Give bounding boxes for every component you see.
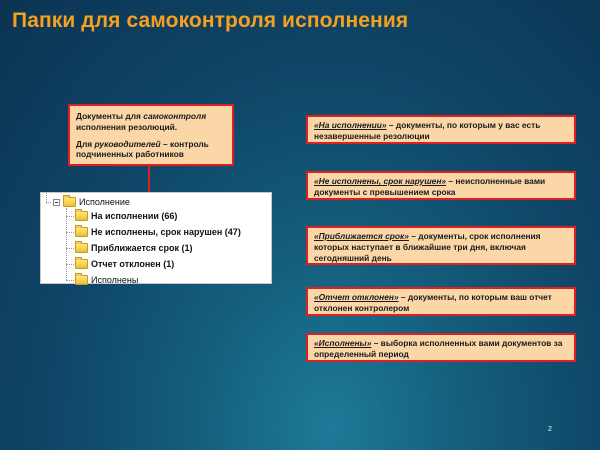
desc-term: «Исполнены» (314, 338, 372, 348)
tree-guide-line (66, 264, 74, 265)
folder-tree (40, 192, 272, 284)
slide-title: Папки для самоконтроля исполнения (12, 9, 409, 32)
desc-report-rejected (306, 287, 576, 316)
collapse-icon[interactable] (53, 199, 60, 206)
note-paragraph-1 (76, 111, 226, 133)
desc-text: – неисполненные вами документы с превышением срока (314, 176, 546, 197)
desc-term: «Отчет отклонен» (314, 292, 399, 302)
folder-icon (75, 227, 88, 237)
desc-text: – документы, по которым ваш отчет отклонен контролером (314, 292, 552, 313)
tree-item-label: Исполнены (91, 275, 139, 285)
tree-item-label: Приближается срок (1) (91, 243, 193, 253)
desc-overdue (306, 171, 576, 200)
tree-item-executed[interactable] (75, 273, 138, 287)
note-emphasis: самоконтроля (143, 111, 207, 121)
desc-text: – выборка исполненных вами документов за определенный период (314, 338, 563, 359)
note-emphasis: руководителей (94, 138, 161, 149)
note-paragraph-2 (76, 139, 226, 161)
desc-term: «Приближается срок» (314, 231, 409, 241)
note-text: исполнения резолюций. (76, 121, 178, 132)
page-number: 2 (548, 426, 552, 433)
tree-item-label: Отчет отклонен (1) (91, 259, 175, 269)
tree-root-label: Исполнение (79, 197, 130, 207)
tree-guide-line (66, 216, 74, 217)
tree-item-deadline-approaching[interactable] (75, 241, 193, 255)
tree-item-label: Не исполнены, срок нарушен (47) (91, 227, 241, 237)
tree-guide-line (66, 280, 74, 281)
desc-on-execution (306, 115, 576, 144)
note-text: Документы для (76, 111, 144, 121)
callout-connector (148, 166, 150, 192)
tree-item-label: На исполнении (66) (91, 211, 178, 221)
folder-icon (75, 259, 88, 269)
tree-guide-line (66, 232, 74, 233)
folder-icon (75, 211, 88, 221)
desc-executed (306, 333, 576, 362)
tree-root-node[interactable] (53, 195, 130, 209)
desc-text: – документы, срок исполнения которых наступает в ближайшие три дня, включая сегодняшний день (314, 231, 541, 263)
desc-term: «Не исполнены, срок нарушен» (314, 176, 447, 186)
note-text: – контроль подчиненных работников (76, 138, 209, 160)
folder-icon (75, 275, 88, 285)
folder-icon (63, 197, 76, 207)
desc-text: – документы, по которым у вас есть незавершенные резолюции (314, 120, 541, 141)
tree-guide-line (66, 208, 67, 280)
tree-guide-line (46, 202, 51, 203)
desc-term: «На исполнении» (314, 120, 387, 130)
tree-guide-line (66, 248, 74, 249)
tree-item-on-execution[interactable] (75, 209, 177, 223)
tree-item-report-rejected[interactable] (75, 257, 174, 271)
folder-icon (75, 243, 88, 253)
desc-deadline-approaching (306, 226, 576, 265)
intro-note (68, 104, 234, 166)
note-text: Для (76, 138, 95, 149)
tree-item-overdue[interactable] (75, 225, 241, 239)
